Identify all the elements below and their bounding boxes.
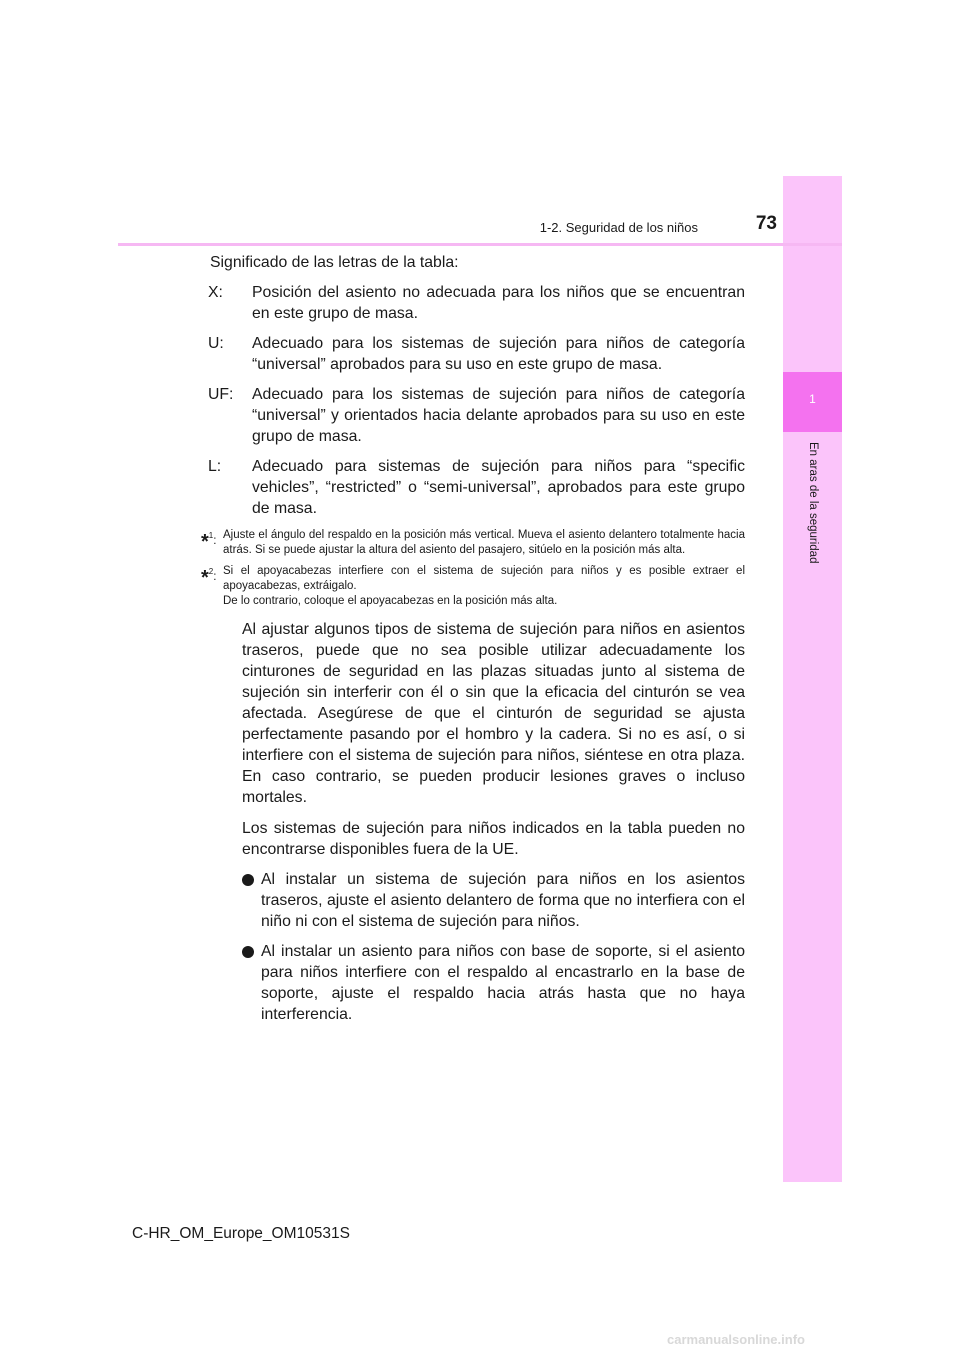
bullet-dot-icon [242, 946, 254, 958]
footnote [201, 528, 745, 558]
bullet-item [242, 869, 745, 932]
definition-item [208, 384, 745, 447]
side-tab [783, 176, 842, 1182]
page-content [201, 252, 745, 1034]
footnote-marker: *$^2$: [201, 567, 217, 589]
document-code: C-HR_OM_Europe_OM10531S [132, 1225, 350, 1242]
body-paragraph: Al ajustar algunos tipos de sistema de sujeción para niños en asientos traseros, puede que no sea posible utilizar adecuadamente los cinturones de seguridad en las plazas situadas junto al sistema de sujeción sin interferir con él o sin que la eficacia del cinturón se vea afectada. Asegúrese de que el cinturón de seguridad se ajusta perfectamente pasando por el hombro y la cadera. Si no es así, o si interfiere con el sistema de sujeción para niños, siéntese en otra plaza. En caso contrario, se pueden producir lesiones graves o incluso mortales. [242, 621, 745, 806]
table-legend-intro: Significado de las letras de la tabla: [210, 254, 459, 271]
definition-text: Adecuado para sistemas de sujeción para niños para “specific vehicles”, “restricted” o “semi-universal”, aprobados para este grupo de masa. [252, 458, 745, 517]
chapter-number: 1 [809, 392, 816, 406]
chapter-label: En aras de la seguridad [807, 442, 819, 564]
definition-key: U: [208, 335, 224, 352]
definition-text: Adecuado para los sistemas de sujeción para niños de categoría “universal” aprobados para su uso en este grupo de masa. [252, 335, 745, 373]
definition-key: UF: [208, 386, 234, 403]
definition-item [208, 456, 745, 519]
bullet-item [242, 941, 745, 1025]
footnote-text: Ajuste el ángulo del respaldo en la posición más vertical. Mueva el asiento delantero totalmente hacia atrás. Si se puede ajustar la altura del asiento del pasajero, sitúelo en la posición más alta. [223, 529, 745, 556]
definition-key: X: [208, 284, 223, 301]
page-number: 73 [755, 213, 777, 234]
bullet-dot-icon [242, 874, 254, 886]
section-title: 1-2. Seguridad de los niños [539, 220, 698, 235]
watermark: carmanualsonline.info [667, 1332, 805, 1347]
bullet-text: Al instalar un asiento para niños con base de soporte, si el asiento para niños interfiere con el respaldo al encastrarlo en la base de soporte, ajuste el respaldo hacia atrás hasta que no haya interferencia. [261, 943, 745, 1023]
definition-item [208, 282, 745, 324]
definition-key: L: [208, 458, 222, 475]
footnote-text: Si el apoyacabezas interfiere con el sistema de sujeción para niños y es posible extraer el apoyacabezas, extráigalo. De lo contrario, coloque el apoyacabezas en la posición más alta. [223, 565, 745, 607]
body-paragraph: Los sistemas de sujeción para niños indicados en la tabla pueden no encontrarse disponibles fuera de la UE. [242, 820, 745, 858]
bullet-text: Al instalar un sistema de sujeción para niños en los asientos traseros, ajuste el asiento delantero de forma que no interfiera con el niño ni con el sistema de sujeción para niños. [261, 871, 745, 930]
footnote-marker: *$^1$: [201, 531, 217, 553]
definition-item [208, 333, 745, 375]
definition-text: Adecuado para los sistemas de sujeción para niños de categoría “universal” y orientados hacia delante aprobados para su uso en este grupo de masa. [252, 386, 745, 445]
footnote [201, 564, 745, 609]
definition-text: Posición del asiento no adecuada para los niños que se encuentran en este grupo de masa. [252, 284, 745, 322]
header-rule [118, 243, 842, 246]
